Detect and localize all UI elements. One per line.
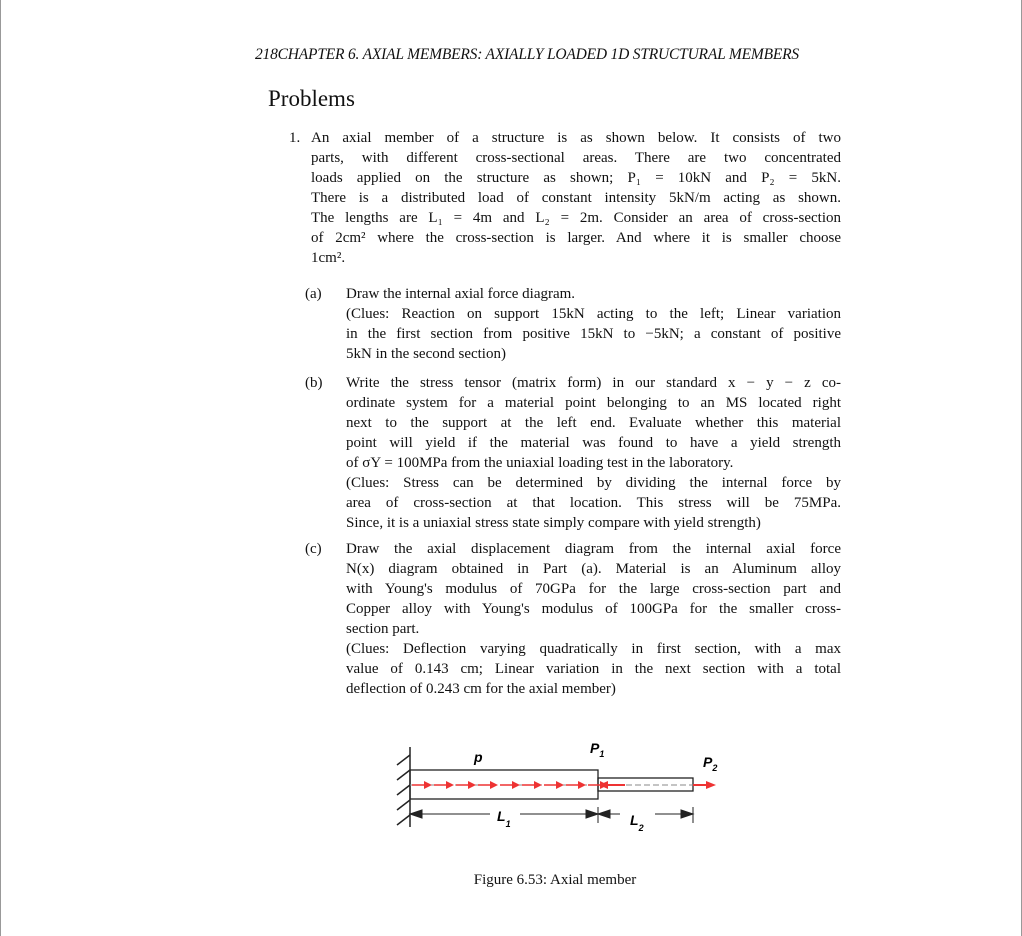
load-arrowhead	[578, 781, 586, 789]
text-line: N(x) diagram obtained in Part (a). Material is an Aluminum alloy	[346, 561, 841, 577]
figure-caption: Figure 6.53: Axial member	[473, 872, 637, 888]
label-l2: $L_2$	[630, 812, 644, 833]
text-line: There is a distributed load of constant intensity 5kN/m acting as shown.	[311, 190, 841, 206]
load-arrowhead	[534, 781, 542, 789]
p2-arrow	[693, 781, 716, 789]
part-label: (b)	[305, 375, 323, 391]
text-line: with Young's modulus of 70GPa for the large cross-section part and	[346, 581, 841, 597]
text-line: 5kN in the second section)	[346, 346, 506, 362]
text-line: (Clues: Deflection varying quadratically in first section, with a max	[346, 641, 841, 657]
text-line: ordinate system for a material point belonging to an MS located right	[346, 395, 841, 411]
text-line: (Clues: Reaction on support 15kN acting to the left; Linear variation	[346, 306, 841, 322]
running-header: 218CHAPTER 6. AXIAL MEMBERS: AXIALLY LOADED 1D STRUCTURAL MEMBERS	[255, 46, 799, 63]
load-arrowhead	[446, 781, 454, 789]
text-line: Draw the internal axial force diagram.	[346, 286, 576, 302]
load-arrowhead	[556, 781, 564, 789]
text-line: of σY = 100MPa from the uniaxial loading test in the laboratory.	[346, 455, 734, 471]
text-line: The lengths are L₁ = 4m and L₂ = 2m. Consider an area of cross-section	[311, 210, 841, 226]
label-p1: $P_1$	[590, 740, 605, 759]
text-line: Write the stress tensor (matrix form) in our standard x − y − z co-	[346, 375, 841, 391]
label-p2: $P_2$	[703, 754, 718, 773]
text-line: next to the support at the left end. Evaluate whether this material	[346, 415, 841, 431]
p1-arrow	[599, 781, 625, 789]
section-title: Problems	[268, 86, 355, 111]
text-line: value of 0.143 cm; Linear variation in the next section with a total	[346, 661, 841, 677]
text-line: Draw the axial displacement diagram from the internal axial force	[346, 541, 841, 557]
label-p: p	[474, 749, 483, 765]
text-line: loads applied on the structure as shown; P₁ = 10kN and P₂ = 5kN.	[311, 170, 841, 186]
text-line: parts, with different cross-sectional areas. There are two concentrated	[311, 150, 841, 166]
load-arrowhead	[490, 781, 498, 789]
axial-member-figure	[390, 735, 720, 845]
text-line: of 2cm² where the cross-section is larger. And where it is smaller choose	[311, 230, 841, 246]
text-line: 1cm².	[311, 250, 346, 266]
load-arrowhead	[424, 781, 432, 789]
text-line: An axial member of a structure is as shown below. It consists of two	[311, 130, 841, 146]
load-arrowhead	[468, 781, 476, 789]
text-line: section part.	[346, 621, 420, 637]
distributed-load-arrows	[412, 781, 608, 789]
fixed-support-icon	[397, 747, 410, 827]
text-line: deflection of 0.243 cm for the axial member)	[346, 681, 616, 697]
text-line: Since, it is a uniaxial stress state simply compare with yield strength)	[346, 515, 761, 531]
text-line: Copper alloy with Young's modulus of 100GPa for the smaller cross-	[346, 601, 841, 617]
load-arrowhead	[512, 781, 520, 789]
label-l1: $L_1$	[497, 808, 511, 829]
text-line: point will yield if the material was found to have a yield strength	[346, 435, 841, 451]
problem-number: 1.	[289, 130, 301, 146]
part-label: (a)	[305, 286, 322, 302]
text-line: in the first section from positive 15kN to −5kN; a constant of positive	[346, 326, 841, 342]
text-line: (Clues: Stress can be determined by dividing the internal force by	[346, 475, 841, 491]
text-line: area of cross-section at that location. This stress will be 75MPa.	[346, 495, 841, 511]
dimension-lines	[410, 807, 693, 823]
part-label: (c)	[305, 541, 322, 557]
